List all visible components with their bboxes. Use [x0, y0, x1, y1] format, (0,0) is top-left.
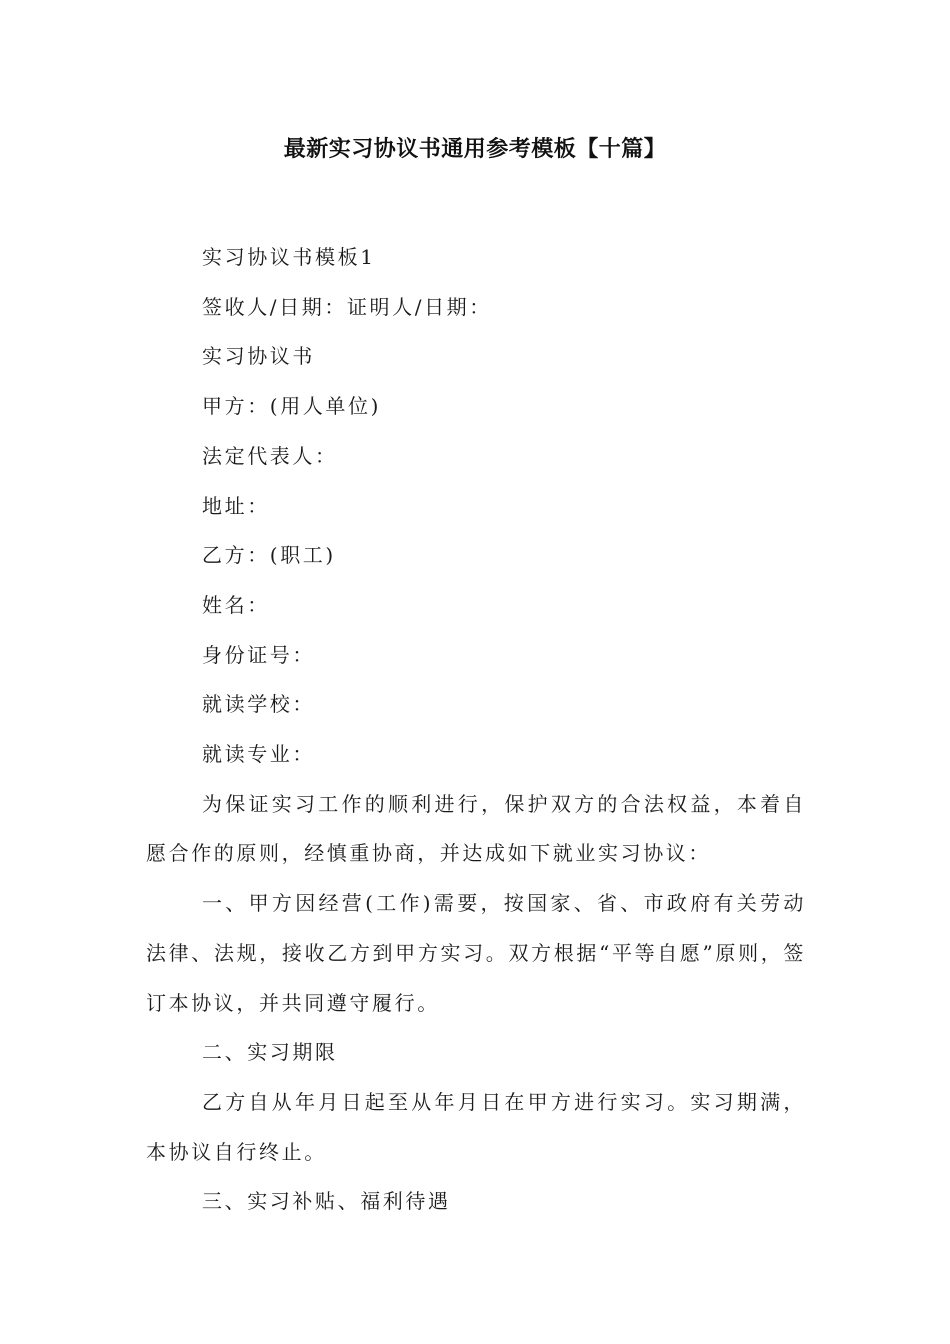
paragraph-address: 地址：	[202, 493, 270, 518]
paragraph-preamble: 为保证实习工作的顺利进行，保护双方的合法权益，本着自愿合作的原则，经慎重协商，并达成如下就业实习协议：	[146, 791, 806, 866]
paragraph-clause-1: 一、甲方因经营(工作)需要，按国家、省、市政府有关劳动法律、法规，接收乙方到甲方实习。双方根据“平等自愿”原则，签订本协议，并共同遵守履行。	[146, 891, 806, 1015]
paragraph-name: 姓名：	[202, 592, 270, 617]
paragraph-clause-3-heading: 三、实习补贴、福利待遇	[202, 1189, 451, 1214]
paragraph-party-b: 乙方：(职工)	[202, 543, 336, 568]
paragraph-id-number: 身份证号：	[202, 642, 315, 667]
paragraph-clause-2-body: 乙方自从年月日起至从年月日在甲方进行实习。实习期满，本协议自行终止。	[146, 1089, 806, 1164]
paragraph-major: 就读专业：	[202, 742, 315, 767]
paragraph-school: 就读学校：	[202, 692, 315, 717]
paragraph-legal-representative: 法定代表人：	[202, 443, 338, 468]
paragraph-agreement-title: 实习协议书	[202, 344, 315, 369]
document-title: 最新实习协议书通用参考模板【十篇】	[283, 137, 667, 162]
document-body	[146, 233, 806, 1227]
paragraph-clause-2-heading: 二、实习期限	[202, 1040, 338, 1065]
paragraph-template-heading: 实习协议书模板1	[202, 245, 376, 269]
paragraph-party-a: 甲方：(用人单位)	[202, 394, 382, 419]
paragraph-sign-receipt: 签收人/日期：证明人/日期：	[202, 294, 492, 319]
